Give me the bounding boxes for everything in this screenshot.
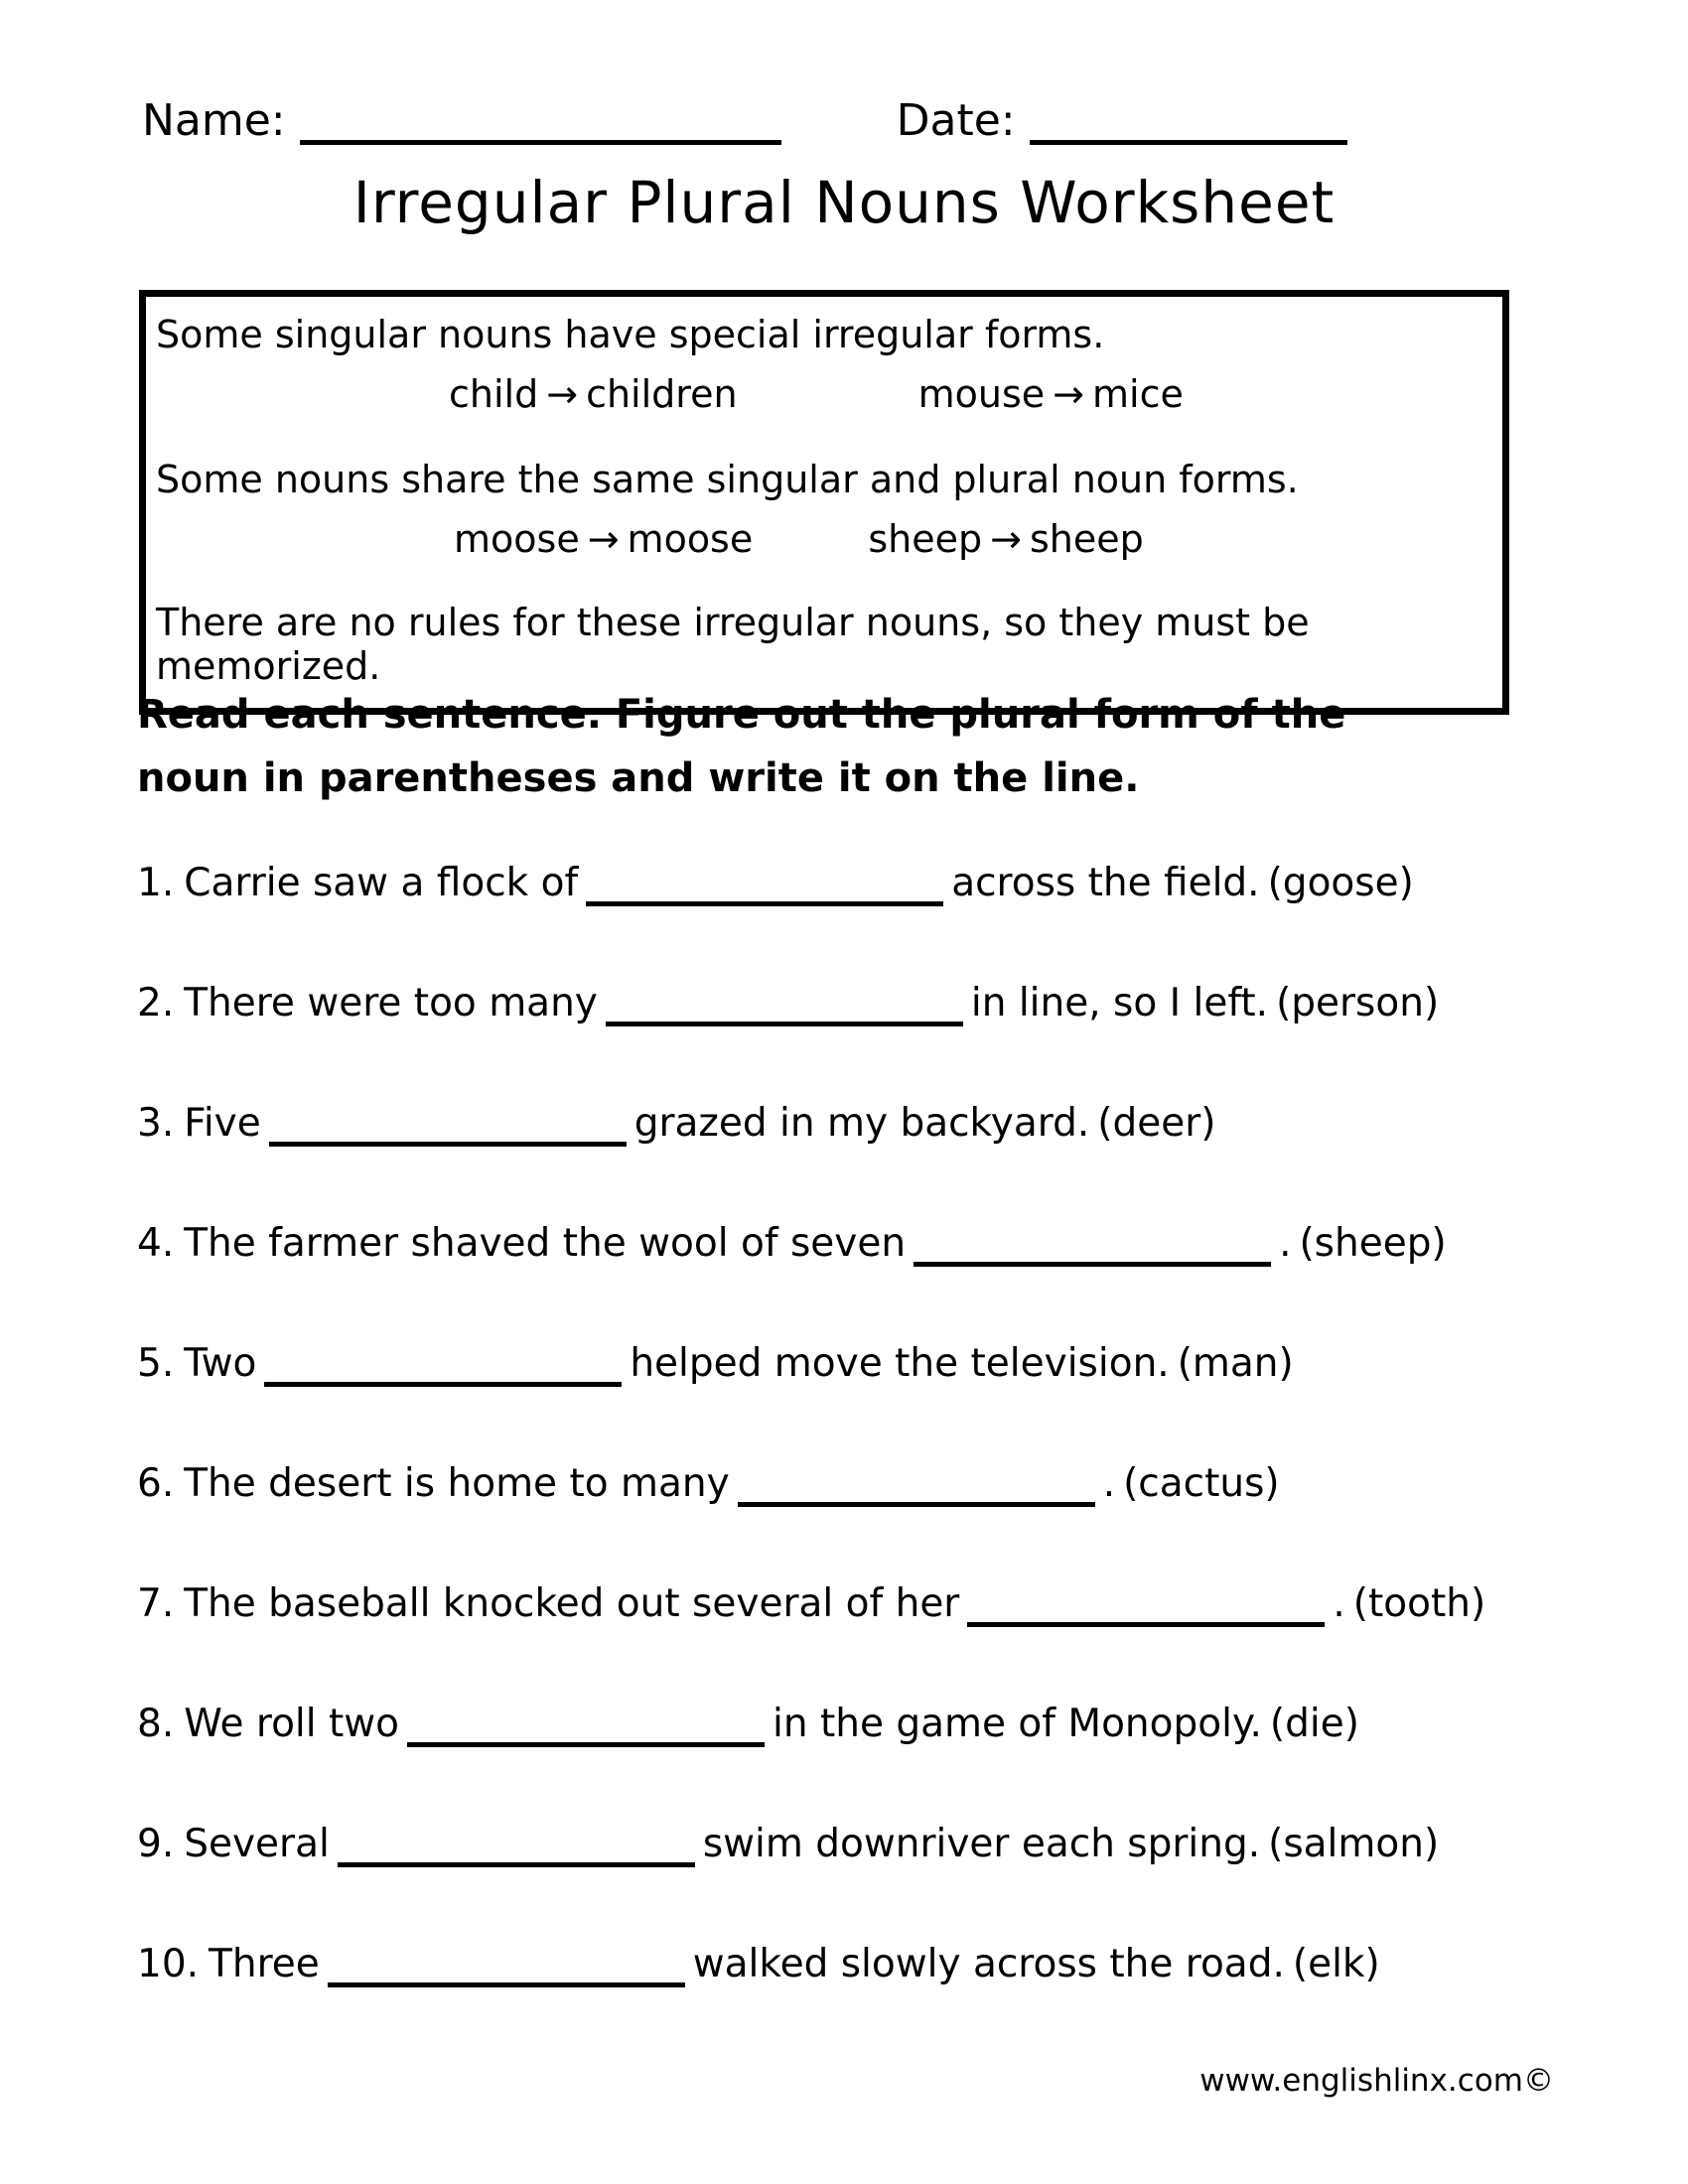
answer-blank-line <box>967 1597 1325 1627</box>
question-text-after-blank: walked slowly across the road. <box>692 1942 1285 1986</box>
answer-blank-line <box>914 1237 1271 1267</box>
plural-word: mice <box>1092 372 1184 416</box>
noun-hint: (die) <box>1269 1702 1359 1746</box>
example-sheep-sheep <box>868 517 1143 561</box>
question-row-9 <box>137 1821 1607 1868</box>
question-text-after-blank: swim downriver each spring. <box>702 1822 1261 1866</box>
right-arrow-icon: → <box>1053 372 1084 416</box>
memorization-note: There are no rules for these irregular nouns, so they must be memorized. <box>156 601 1310 688</box>
question-row-7 <box>137 1580 1607 1628</box>
question-number: 10. <box>137 1942 200 1986</box>
singular-word: moose <box>454 517 580 561</box>
question-row-8 <box>137 1701 1607 1748</box>
question-text-before-blank: We roll two <box>184 1702 400 1746</box>
header-row <box>142 95 1347 146</box>
question-row-5 <box>137 1340 1607 1388</box>
question-row-4 <box>137 1220 1607 1268</box>
rule-1-examples <box>156 372 1492 416</box>
example-mouse-mice <box>918 372 1184 416</box>
rule-text-2: Some nouns share the same singular and plural noun forms. <box>156 458 1299 501</box>
question-number: 8. <box>137 1702 175 1746</box>
worksheet-title: Irregular Plural Nouns Worksheet <box>352 169 1336 236</box>
example-moose-moose <box>454 517 753 561</box>
question-number: 7. <box>137 1581 175 1626</box>
example-child-children <box>449 372 738 416</box>
right-arrow-icon: → <box>990 517 1022 561</box>
answer-blank-line <box>407 1717 765 1747</box>
question-text-after-blank: . <box>1102 1461 1116 1506</box>
singular-word: sheep <box>868 517 983 561</box>
noun-hint: (tooth) <box>1352 1581 1486 1626</box>
noun-hint: (person) <box>1276 981 1440 1025</box>
noun-hint: (sheep) <box>1299 1221 1447 1266</box>
question-text-after-blank: in the game of Monopoly. <box>773 1702 1262 1746</box>
right-arrow-icon: → <box>587 517 620 561</box>
question-number: 6. <box>137 1461 175 1506</box>
name-blank-line <box>300 115 781 145</box>
question-text-before-blank: The baseball knocked out several of her <box>184 1581 960 1626</box>
answer-blank-line <box>328 1958 685 1987</box>
plural-word: sheep <box>1029 517 1144 561</box>
noun-hint: (salmon) <box>1268 1822 1440 1866</box>
question-number: 5. <box>137 1341 175 1386</box>
question-number: 4. <box>137 1221 175 1266</box>
question-text-before-blank: There were too many <box>184 981 598 1025</box>
answer-blank-line <box>269 1117 627 1147</box>
question-text-after-blank: . <box>1279 1221 1292 1266</box>
question-text-after-blank: . <box>1333 1581 1345 1626</box>
singular-word: mouse <box>917 372 1046 416</box>
instructions-text: Read each sentence. Figure out the plural form of the noun in parentheses and write it on the line. <box>137 692 1346 801</box>
plural-word: children <box>586 372 738 416</box>
question-text-before-blank: The farmer shaved the wool of seven <box>184 1221 907 1266</box>
footer-website-credit: www.englishlinx.com© <box>1199 2063 1554 2099</box>
rule-text-1: Some singular nouns have special irregular forms. <box>156 313 1105 356</box>
answer-blank-line <box>738 1477 1095 1507</box>
question-row-1 <box>137 860 1607 907</box>
question-row-10 <box>137 1941 1607 1988</box>
questions-list <box>137 860 1607 2061</box>
date-blank-line <box>1030 115 1347 145</box>
question-number: 2. <box>137 981 175 1025</box>
question-number: 3. <box>137 1101 175 1146</box>
answer-blank-line <box>264 1357 622 1387</box>
noun-hint: (deer) <box>1097 1101 1216 1146</box>
plural-word: moose <box>627 517 754 561</box>
date-label: Date: <box>896 95 1016 146</box>
question-text-after-blank: in line, so I left. <box>970 981 1269 1025</box>
question-number: 9. <box>137 1822 175 1866</box>
question-text-before-blank: Several <box>184 1822 330 1866</box>
right-arrow-icon: → <box>546 372 579 416</box>
noun-hint: (goose) <box>1267 861 1414 905</box>
noun-hint: (elk) <box>1292 1942 1380 1986</box>
noun-hint: (cactus) <box>1123 1461 1280 1506</box>
question-row-2 <box>137 980 1607 1027</box>
rule-2-examples <box>156 517 1492 561</box>
singular-word: child <box>449 372 539 416</box>
question-text-before-blank: Five <box>184 1101 261 1146</box>
noun-hint: (man) <box>1177 1341 1294 1386</box>
question-text-after-blank: across the field. <box>951 861 1260 905</box>
question-text-before-blank: The desert is home to many <box>184 1461 730 1506</box>
question-text-before-blank: Three <box>209 1942 320 1986</box>
question-text-after-blank: helped move the television. <box>630 1341 1170 1386</box>
rules-box <box>139 290 1509 715</box>
question-row-6 <box>137 1460 1607 1508</box>
name-label: Name: <box>142 95 286 146</box>
answer-blank-line <box>606 997 963 1026</box>
question-text-before-blank: Carrie saw a flock of <box>184 861 579 905</box>
answer-blank-line <box>338 1838 695 1867</box>
question-row-3 <box>137 1100 1607 1148</box>
question-number: 1. <box>137 861 175 905</box>
answer-blank-line <box>586 877 943 906</box>
question-text-before-blank: Two <box>184 1341 257 1386</box>
question-text-after-blank: grazed in my backyard. <box>633 1101 1090 1146</box>
